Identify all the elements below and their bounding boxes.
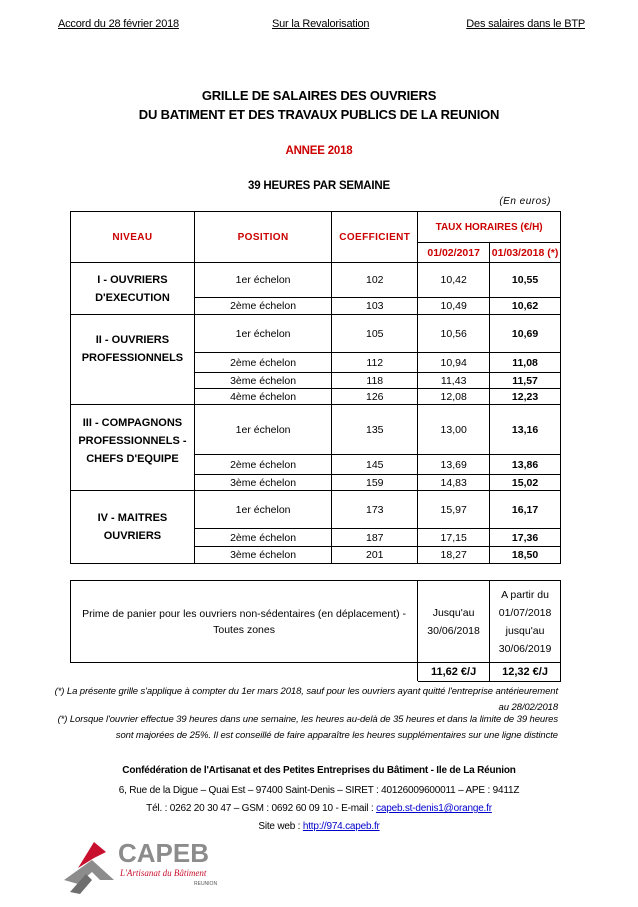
rate-2018-cell: 12,23 xyxy=(490,389,561,405)
level-3-label xyxy=(71,405,195,491)
header-position: POSITION xyxy=(194,212,331,263)
level-4-line1: IV - MAITRES OUVRIERS xyxy=(97,512,168,542)
position-cell: 1er échelon xyxy=(194,405,331,455)
rate-2017-cell: 15,97 xyxy=(418,491,490,529)
coef-cell: 159 xyxy=(332,475,418,491)
prime-period-2-line2: 01/07/2018 xyxy=(498,606,552,619)
prime-period-1-line1: Jusqu'au xyxy=(432,606,475,619)
rate-2018-cell: 10,69 xyxy=(490,315,561,353)
prime-period-1 xyxy=(418,581,490,663)
prime-value-2: 12,32 €/J xyxy=(490,663,561,682)
logo-region: REUNION xyxy=(194,881,218,887)
rate-2017-cell: 10,56 xyxy=(418,315,490,353)
footer-web-prefix: Site web : xyxy=(258,821,303,832)
position-cell: 3ème échelon xyxy=(194,547,331,564)
rate-2017-cell: 10,42 xyxy=(418,263,490,298)
coef-cell: 126 xyxy=(332,389,418,405)
capeb-logo-graphic xyxy=(56,822,236,902)
rate-2018-cell: 16,17 xyxy=(490,491,561,529)
position-cell: 1er échelon xyxy=(194,263,331,298)
prime-panier-table xyxy=(70,580,561,682)
position-cell: 1er échelon xyxy=(194,315,331,353)
unit-note: (En euros) xyxy=(499,196,551,207)
rate-2018-cell: 13,16 xyxy=(490,405,561,455)
coef-cell: 112 xyxy=(332,353,418,373)
rate-2018-cell: 17,36 xyxy=(490,529,561,547)
position-cell: 2ème échelon xyxy=(194,353,331,373)
rate-2018-cell: 15,02 xyxy=(490,475,561,491)
coef-cell: 105 xyxy=(332,315,418,353)
footer-contact-prefix: Tél. : 0262 20 30 47 – GSM : 0692 60 09 10 - E-mail : xyxy=(146,803,377,814)
prime-label: Prime de panier pour les ouvriers non-sédentaires (en déplacement) - Toutes zones xyxy=(71,581,418,663)
note-2-line2: sont majorées de 25%. Il est conseillé de faire apparaître les heures supplémentaires sur une ligne distincte xyxy=(115,730,558,741)
prime-value-1: 11,62 €/J xyxy=(418,663,490,682)
position-cell: 2ème échelon xyxy=(194,455,331,475)
level-3-line3: CHEFS D'EQUIPE xyxy=(86,452,179,465)
header-center: Sur la Revalorisation xyxy=(272,18,370,30)
footer-address: 6, Rue de la Digue – Quai Est – 97400 Saint-Denis – SIRET : 40126009600011 – APE : 9411Z xyxy=(118,785,520,796)
prime-period-2 xyxy=(490,581,561,663)
note-1-line1: (*) La présente grille s'applique à compter du 1er mars 2018, sauf pour les ouvriers ayant quitté l'entreprise antérieurement xyxy=(54,686,558,697)
hours-label: 39 HEURES PAR SEMAINE xyxy=(248,180,390,192)
rate-2017-cell: 11,43 xyxy=(418,373,490,389)
level-1-line2: D'EXECUTION xyxy=(95,291,170,304)
rate-2017-cell: 13,00 xyxy=(418,405,490,455)
position-cell: 1er échelon xyxy=(194,491,331,529)
position-cell: 3ème échelon xyxy=(194,475,331,491)
coef-cell: 135 xyxy=(332,405,418,455)
coef-cell: 145 xyxy=(332,455,418,475)
note-2-line1: (*) Lorsque l'ouvrier effectue 39 heures dans une semaine, les heures au-delà de 35 heures et dans la limite de 39 heures xyxy=(57,714,558,725)
coef-cell: 201 xyxy=(332,547,418,564)
rate-2017-cell: 17,15 xyxy=(418,529,490,547)
position-cell: 4ème échelon xyxy=(194,389,331,405)
position-cell: 2ème échelon xyxy=(194,529,331,547)
header-date2: 01/03/2018 (*) xyxy=(490,243,561,263)
coef-cell: 102 xyxy=(332,263,418,298)
rate-2018-cell: 10,55 xyxy=(490,263,561,298)
header-right: Des salaires dans le BTP xyxy=(466,18,585,30)
level-3-line1: III - COMPAGNONS xyxy=(82,416,183,429)
logo-name: CAPEB xyxy=(118,838,210,868)
rate-2017-cell: 10,94 xyxy=(418,353,490,373)
header-left: Accord du 28 février 2018 xyxy=(58,18,179,30)
rate-2017-cell: 12,08 xyxy=(418,389,490,405)
level-4-label xyxy=(71,491,195,564)
rate-2017-cell: 13,69 xyxy=(418,455,490,475)
level-2-line1: II - OUVRIERS xyxy=(95,333,170,346)
rate-2018-cell: 10,62 xyxy=(490,298,561,315)
footer-org: Confédération de l'Artisanat et des Petites Entreprises du Bâtiment - Ile de La Réunion xyxy=(122,765,516,776)
header-niveau: NIVEAU xyxy=(71,212,195,263)
prime-period-1-line2: 30/06/2018 xyxy=(427,624,480,637)
coef-cell: 187 xyxy=(332,529,418,547)
coef-cell: 118 xyxy=(332,373,418,389)
rate-2017-cell: 18,27 xyxy=(418,547,490,564)
rate-2018-cell: 11,57 xyxy=(490,373,561,389)
rate-2018-cell: 11,08 xyxy=(490,353,561,373)
position-cell: 2ème échelon xyxy=(194,298,331,315)
coef-cell: 103 xyxy=(332,298,418,315)
position-cell: 3ème échelon xyxy=(194,373,331,389)
salary-grid-table xyxy=(70,211,561,564)
title-line1: GRILLE DE SALAIRES DES OUVRIERS xyxy=(201,88,437,103)
level-1-line1: I - OUVRIERS xyxy=(97,273,168,286)
header-taux: TAUX HORAIRES (€/H) xyxy=(435,221,543,233)
logo-tagline: L'Artisanat du Bâtiment xyxy=(120,868,207,878)
prime-period-2-line4: 30/06/2019 xyxy=(498,642,552,655)
rate-2017-cell: 14,83 xyxy=(418,475,490,491)
rate-2018-cell: 18,50 xyxy=(490,547,561,564)
header-date1: 01/02/2017 xyxy=(418,243,490,263)
level-2-label xyxy=(71,315,195,405)
prime-period-2-line3: jusqu'au xyxy=(505,624,545,637)
website-link[interactable]: http://974.capeb.fr xyxy=(302,821,380,832)
capeb-logo xyxy=(56,822,236,902)
level-3-line2: PROFESSIONNELS - xyxy=(78,434,187,447)
level-2-line2: PROFESSIONNELS xyxy=(81,351,184,364)
header-coefficient: COEFFICIENT xyxy=(332,212,418,263)
prime-period-2-line1: A partir du xyxy=(501,588,549,601)
note-1-line2: au 28/02/2018 xyxy=(498,702,558,713)
rate-2018-cell: 13,86 xyxy=(490,455,561,475)
rate-2017-cell: 10,49 xyxy=(418,298,490,315)
email-link[interactable]: capeb.st-denis1@orange.fr xyxy=(376,803,492,814)
year-label: ANNEE 2018 xyxy=(285,145,353,157)
prime-empty-cell xyxy=(71,663,418,682)
level-1-label xyxy=(71,263,195,315)
coef-cell: 173 xyxy=(332,491,418,529)
footer-contact xyxy=(0,803,638,814)
title-line2: DU BATIMENT ET DES TRAVAUX PUBLICS DE LA REUNION xyxy=(138,107,500,122)
